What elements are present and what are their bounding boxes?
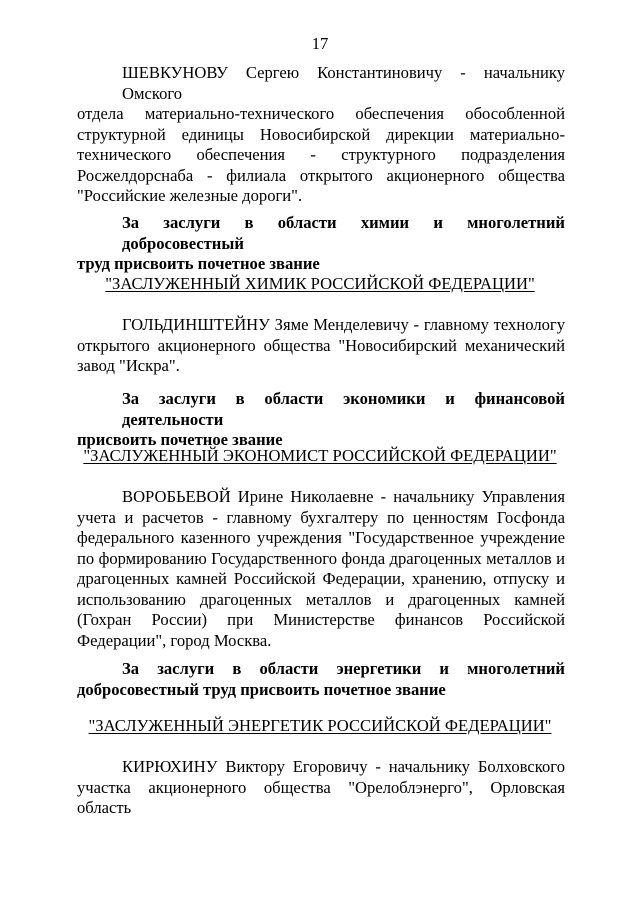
text-line: федерального казенного учреждения "Государственное учреждение bbox=[77, 528, 565, 547]
text-line: ШЕВКУНОВУ Сергею Константиновичу - начальнику Омского bbox=[122, 63, 565, 103]
recipient-paragraph-goldinshteyn bbox=[77, 315, 565, 377]
text-line: (Гохран России) при Министерстве финансов Российской bbox=[77, 610, 565, 629]
text-line: ГОЛЬДИНШТЕЙНУ Зяме Менделевичу - главному технологу bbox=[122, 315, 565, 334]
text-line: использованию драгоценных металлов и драгоценных камней bbox=[77, 589, 565, 609]
text-line: "Российские железные дороги". bbox=[77, 186, 303, 205]
text-line: драгоценных камней Российской Федерации, хранению, отпуску и bbox=[77, 569, 565, 588]
text-line: учета и расчетов - главному бухгалтеру по ценностям Госфонда bbox=[77, 507, 565, 527]
heading-line: добросовестный труд присвоить почетное звание bbox=[77, 679, 446, 699]
recipient-paragraph-kiryukhin bbox=[77, 757, 565, 819]
text-line: участка акционерного общества "Орелоблэнерго", Орловская область bbox=[77, 777, 565, 817]
text-line: отдела материально-технического обеспечения обособленной bbox=[77, 104, 565, 123]
heading-line: За заслуги в области химии и многолетний добросовестный bbox=[122, 213, 565, 253]
heading-line: труд присвоить почетное звание bbox=[77, 254, 320, 273]
award-heading-energy bbox=[77, 659, 565, 700]
heading-line: За заслуги в области энергетики и многолетний bbox=[122, 659, 565, 678]
award-heading-chemistry bbox=[77, 213, 565, 275]
award-heading-economics bbox=[77, 389, 565, 451]
heading-line: присвоить почетное звание bbox=[77, 430, 283, 449]
text-line: завод "Искра". bbox=[77, 356, 180, 375]
honorary-title-economist: "ЗАСЛУЖЕННЫЙ ЭКОНОМИСТ РОССИЙСКОЙ ФЕДЕРАЦИИ" bbox=[83, 446, 557, 465]
honorary-title-chemist: "ЗАСЛУЖЕННЫЙ ХИМИК РОССИЙСКОЙ ФЕДЕРАЦИИ" bbox=[105, 274, 535, 293]
text-line: Федерации", город Москва. bbox=[77, 630, 272, 650]
text-line: структурной единицы Новосибирской дирекции материально- bbox=[77, 124, 565, 144]
recipient-paragraph-vorobyeva bbox=[77, 487, 565, 651]
text-line: ВОРОБЬЕВОЙ Ирине Николаевне - начальнику Управления bbox=[122, 487, 565, 506]
honorary-title-energetic: "ЗАСЛУЖЕННЫЙ ЭНЕРГЕТИК РОССИЙСКОЙ ФЕДЕРАЦИИ" bbox=[88, 716, 552, 735]
text-line: технического обеспечения - структурного подразделения bbox=[77, 145, 565, 164]
text-line: по формированию Государственного фонда драгоценных металлов и bbox=[77, 548, 565, 568]
text-line: открытого акционерного общества "Новосибирский механический bbox=[77, 335, 565, 355]
text-line: Росжелдорснаба - филиала открытого акционерного общества bbox=[77, 165, 565, 185]
page-number: 17 bbox=[311, 34, 329, 53]
heading-line: За заслуги в области экономики и финансовой деятельности bbox=[122, 389, 565, 429]
text-line: КИРЮХИНУ Виктору Егоровичу - начальнику Болховского bbox=[122, 757, 565, 776]
recipient-paragraph-shevkunov bbox=[77, 63, 565, 207]
